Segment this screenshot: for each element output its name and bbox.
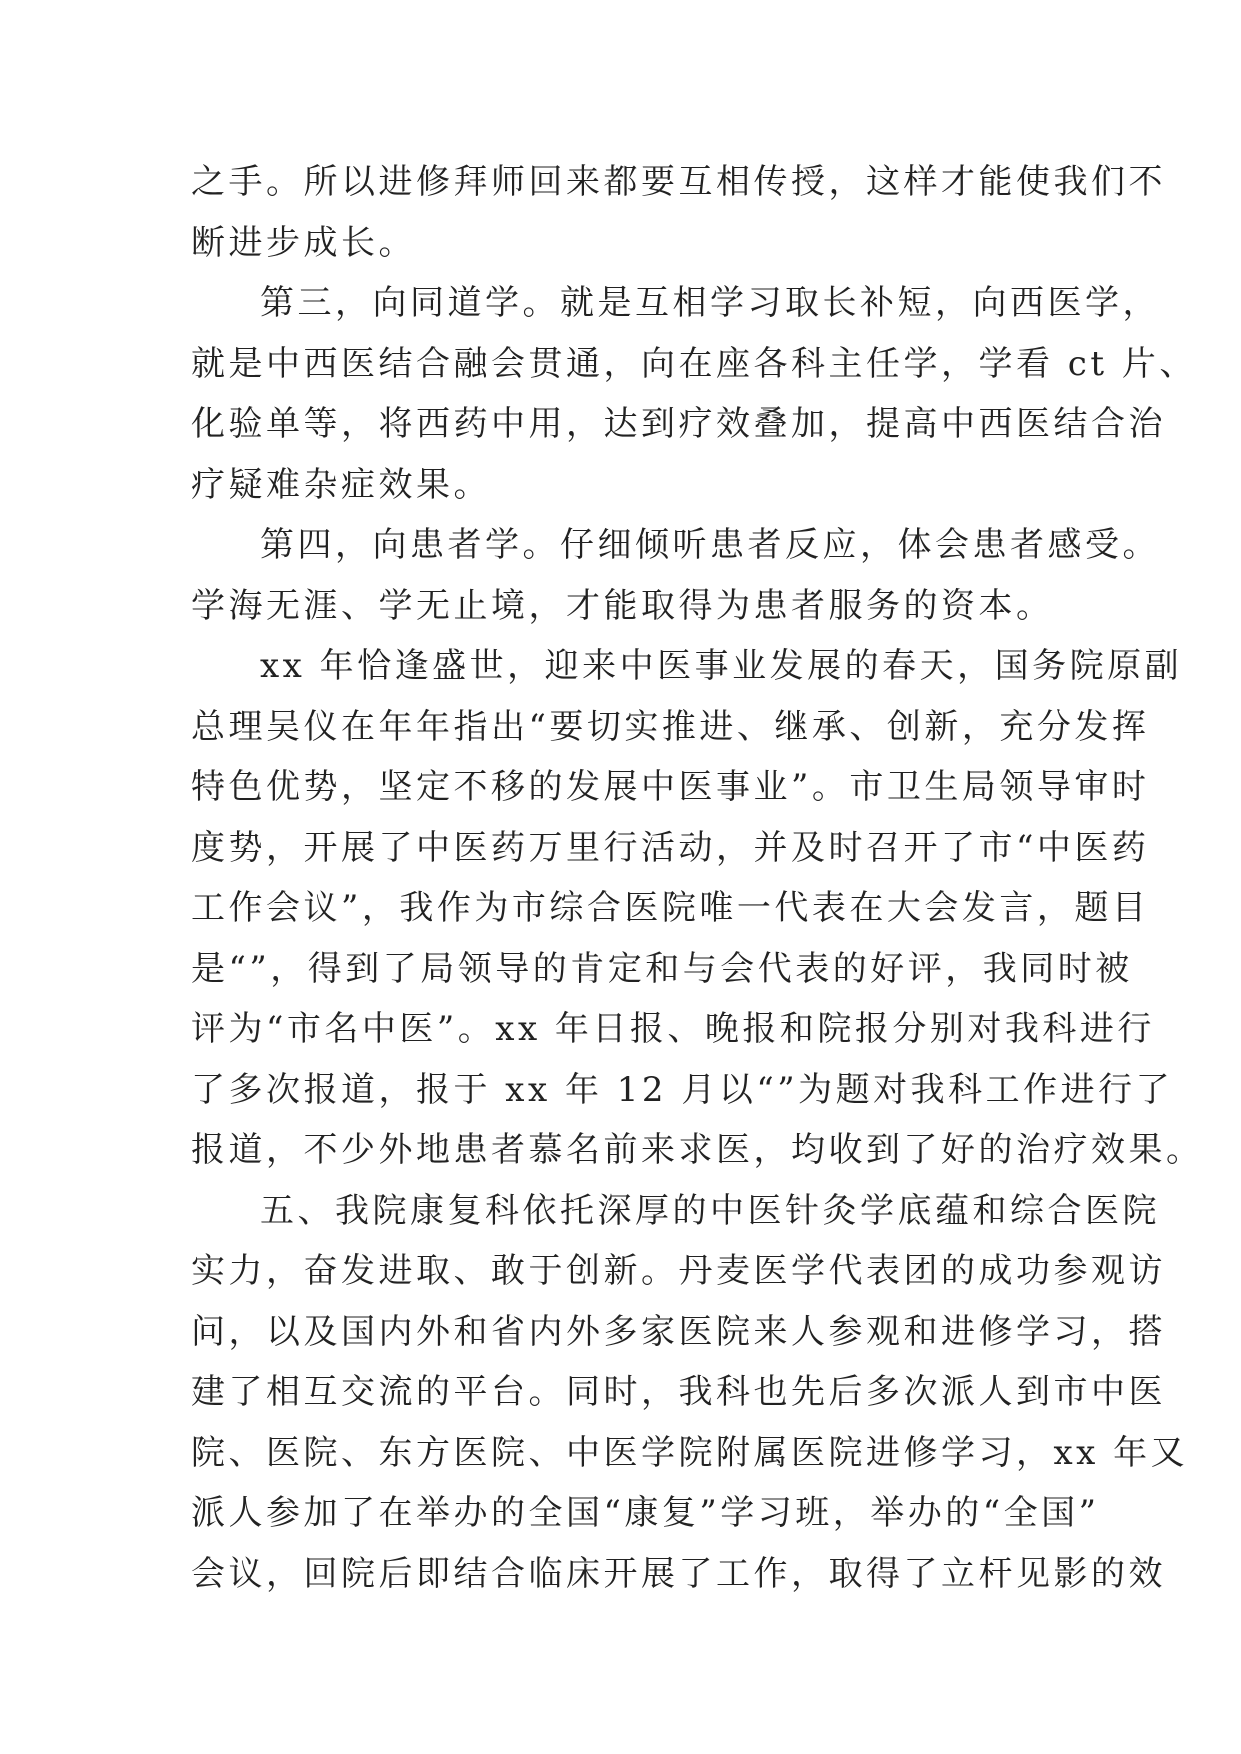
text-line: 评为“市名中医”。xx 年日报、晚报和院报分别对我科进行 — [191, 1009, 1155, 1049]
text-line: 之手。所以进修拜师回来都要互相传授，这样才能使我们不 — [191, 162, 1166, 202]
text-line: 问，以及国内外和省内外多家医院来人参观和进修学习，搭 — [191, 1311, 1166, 1352]
text-line: 会议，回院后即结合临床开展了工作，取得了立杆见影的效 — [191, 1553, 1166, 1594]
text-line: 学海无涯、学无止境，才能取得为患者服务的资本。 — [191, 585, 1054, 626]
text-line: 工作会议”，我作为市综合医院唯一代表在大会发言，题目 — [191, 888, 1150, 928]
paragraph-start-line: 第四，向患者学。仔细倾听患者反应，体会患者感受。 — [260, 525, 1160, 565]
text-line: 是“”，得到了局领导的肯定和与会代表的好评，我同时被 — [191, 948, 1133, 989]
text-line: 度势，开展了中医药万里行活动，并及时召开了市“中医药 — [191, 827, 1150, 868]
text-line: 派人参加了在举办的全国“康复”学习班，举办的“全国” — [191, 1493, 1100, 1533]
document-body — [191, 152, 1204, 1604]
text-line: 院、医院、东方医院、中医学院附属医院进修学习，xx 年又 — [191, 1432, 1189, 1473]
paragraph-start-line: 第三，向同道学。就是互相学习取长补短，向西医学， — [260, 283, 1160, 323]
text-line: 实力，奋发进取、敢于创新。丹麦医学代表团的成功参观访 — [191, 1251, 1166, 1291]
paragraph-start-line: 五、我院康复科依托深厚的中医针灸学底蕴和综合医院 — [260, 1190, 1160, 1231]
text-line: 化验单等，将西药中用，达到疗效叠加，提高中西医结合治 — [191, 404, 1166, 444]
text-line: 了多次报道，报于 xx 年 12 月以“”为题对我科工作进行了 — [191, 1069, 1174, 1110]
text-line: 特色优势，坚定不移的发展中医事业”。市卫生局领导审时 — [191, 767, 1150, 807]
text-line: 报道，不少外地患者慕名前来求医，均收到了好的治疗效果。 — [191, 1130, 1204, 1170]
text-line: 断进步成长。 — [191, 222, 416, 263]
text-line: 就是中西医结合融会贯通，向在座各科主任学，学看 ct 片、 — [191, 343, 1197, 384]
text-line: 疗疑难杂症效果。 — [191, 464, 491, 505]
paragraph-start-line: xx 年恰逢盛世，迎来中医事业发展的春天，国务院原副 — [260, 646, 1183, 686]
text-line: 建了相互交流的平台。同时，我科也先后多次派人到市中医 — [191, 1372, 1166, 1412]
text-line: 总理吴仪在年年指出“要切实推进、继承、创新，充分发挥 — [191, 706, 1150, 747]
